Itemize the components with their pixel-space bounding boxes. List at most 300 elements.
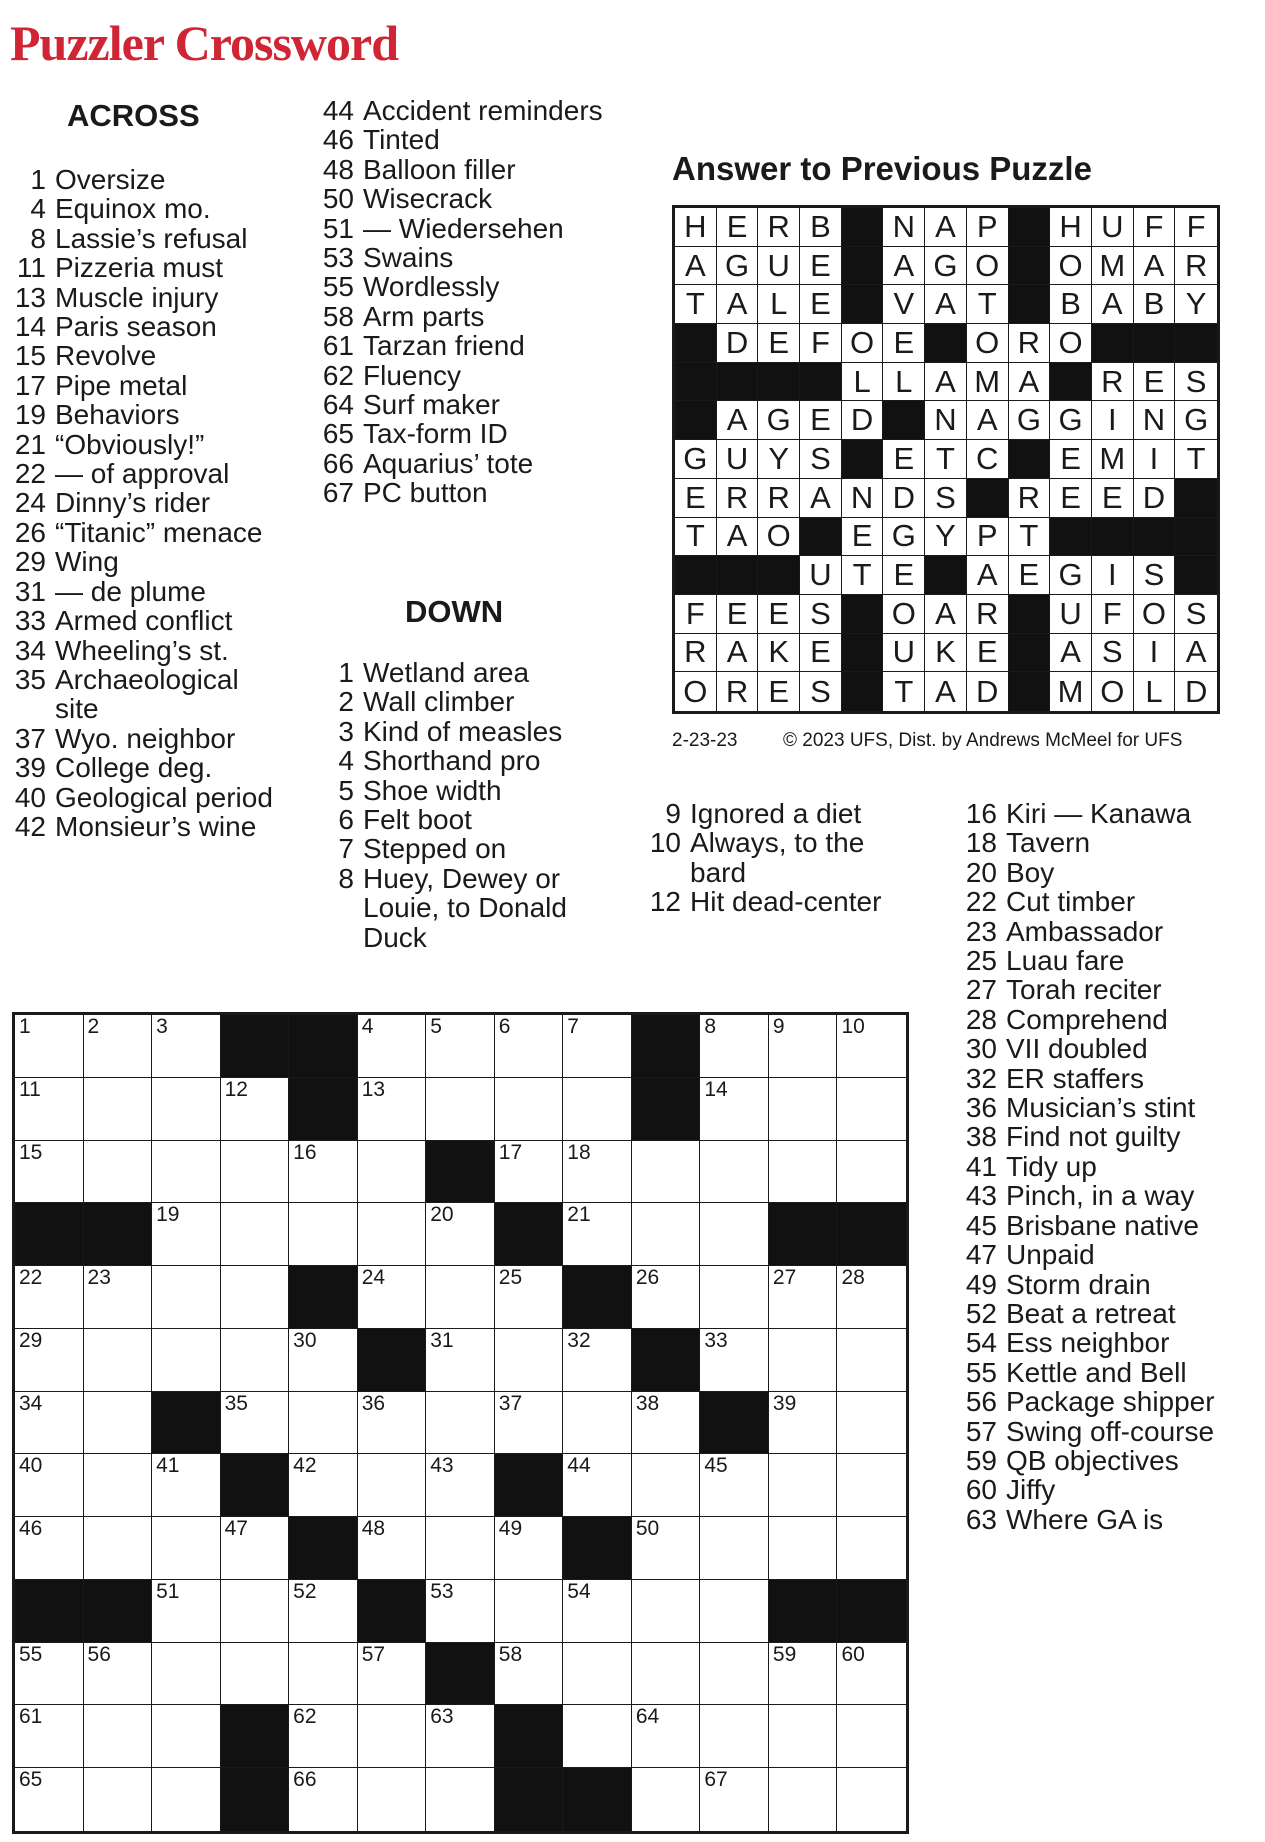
grid-cell[interactable] xyxy=(700,1454,769,1517)
cell-number: 59 xyxy=(772,1642,797,1666)
grid-cell[interactable] xyxy=(84,1015,153,1078)
grid-cell[interactable] xyxy=(426,1266,495,1329)
clue-item xyxy=(320,214,620,243)
grid-cell[interactable] xyxy=(152,1329,221,1392)
grid-block xyxy=(84,1580,153,1643)
grid-cell[interactable] xyxy=(563,1203,632,1266)
grid-cell[interactable] xyxy=(289,1454,358,1517)
clue-number: 8 xyxy=(338,862,354,894)
answer-letter: A xyxy=(717,518,759,557)
clue-item xyxy=(12,577,274,606)
answer-letter: F xyxy=(1175,208,1217,247)
answer-letter: U xyxy=(717,440,759,479)
grid-cell[interactable] xyxy=(15,1643,84,1706)
clue-item xyxy=(12,224,274,253)
clue-item xyxy=(12,665,274,724)
grid-cell[interactable] xyxy=(152,1141,221,1204)
answer-block xyxy=(842,285,884,324)
grid-cell[interactable] xyxy=(700,1203,769,1266)
answer-block xyxy=(967,479,1009,518)
clue-item xyxy=(320,658,620,687)
cell-number: 57 xyxy=(361,1642,386,1666)
answer-block xyxy=(675,556,717,595)
clue-text: Wing xyxy=(55,546,119,578)
answer-block xyxy=(883,401,925,440)
clue-item xyxy=(320,184,620,213)
clue-text: Lassie’s refusal xyxy=(55,222,248,254)
clue-item xyxy=(12,312,274,341)
grid-cell[interactable] xyxy=(563,1329,632,1392)
clue-text: Pipe metal xyxy=(55,369,188,401)
cell-number: 40 xyxy=(19,1454,43,1478)
clue-text: VII doubled xyxy=(1006,1033,1148,1065)
clue-number: 62 xyxy=(322,359,354,391)
grid-cell[interactable] xyxy=(426,1454,495,1517)
grid-cell[interactable] xyxy=(426,1078,495,1141)
clue-text: Ess neighbor xyxy=(1006,1327,1170,1359)
cell-number: 32 xyxy=(567,1328,591,1352)
grid-cell[interactable] xyxy=(632,1266,701,1329)
grid-cell[interactable] xyxy=(837,1705,906,1768)
grid-cell[interactable] xyxy=(632,1454,701,1517)
clue-text: Hit dead-center xyxy=(690,886,882,918)
grid-block xyxy=(289,1266,358,1329)
answer-letter: L xyxy=(1134,672,1176,711)
grid-cell[interactable] xyxy=(837,1768,906,1831)
grid-cell[interactable] xyxy=(632,1203,701,1266)
cell-number: 20 xyxy=(430,1203,454,1227)
grid-cell[interactable] xyxy=(495,1078,564,1141)
grid-cell[interactable] xyxy=(837,1454,906,1517)
answer-letter: R xyxy=(717,672,759,711)
grid-cell[interactable] xyxy=(495,1517,564,1580)
grid-cell[interactable] xyxy=(837,1392,906,1455)
clue-text: Paris season xyxy=(55,311,217,343)
answer-letter: A xyxy=(1134,247,1176,286)
grid-cell[interactable] xyxy=(221,1580,290,1643)
grid-cell[interactable] xyxy=(700,1705,769,1768)
grid-cell[interactable] xyxy=(289,1329,358,1392)
clue-item xyxy=(963,1034,1258,1063)
clue-number: 23 xyxy=(965,915,997,947)
answer-letter: F xyxy=(1092,595,1134,634)
cell-number: 6 xyxy=(498,1015,511,1038)
grid-cell[interactable] xyxy=(769,1141,838,1204)
grid-cell[interactable] xyxy=(358,1705,427,1768)
grid-cell[interactable] xyxy=(358,1203,427,1266)
answer-letter: T xyxy=(883,672,925,711)
grid-cell[interactable] xyxy=(221,1141,290,1204)
grid-cell[interactable] xyxy=(769,1078,838,1141)
clue-number: 11 xyxy=(16,252,46,284)
clue-number: 20 xyxy=(965,856,997,888)
grid-block xyxy=(221,1768,290,1831)
answer-letter: O xyxy=(967,324,1009,363)
answer-letter: T xyxy=(675,518,717,557)
clue-number: 53 xyxy=(322,242,354,274)
grid-cell[interactable] xyxy=(837,1078,906,1141)
grid-cell[interactable] xyxy=(289,1768,358,1831)
clue-number: 65 xyxy=(322,418,354,450)
cell-number: 58 xyxy=(498,1642,523,1666)
clue-text: Package shipper xyxy=(1006,1386,1215,1418)
grid-cell[interactable] xyxy=(837,1141,906,1204)
grid-cell[interactable] xyxy=(84,1266,153,1329)
page-title: Puzzler Crossword xyxy=(10,15,399,71)
clue-text: “Titanic” menace xyxy=(55,516,263,548)
grid-cell[interactable] xyxy=(84,1078,153,1141)
grid-block xyxy=(563,1517,632,1580)
grid-cell[interactable] xyxy=(15,1392,84,1455)
clue-item xyxy=(963,1122,1258,1151)
clue-item xyxy=(12,783,274,812)
grid-cell[interactable] xyxy=(700,1078,769,1141)
clue-number: 10 xyxy=(649,827,681,859)
grid-cell[interactable] xyxy=(700,1329,769,1392)
grid-cell[interactable] xyxy=(152,1580,221,1643)
clue-number: 1 xyxy=(338,657,354,688)
answer-letter: A xyxy=(967,401,1009,440)
grid-cell[interactable] xyxy=(84,1768,153,1831)
answer-letter: F xyxy=(675,595,717,634)
grid-cell[interactable] xyxy=(426,1203,495,1266)
answer-block xyxy=(1050,363,1092,402)
cell-number: 29 xyxy=(19,1328,43,1352)
clue-item xyxy=(963,946,1258,975)
answer-letter: H xyxy=(675,208,717,247)
grid-cell[interactable] xyxy=(700,1015,769,1078)
grid-cell[interactable] xyxy=(221,1203,290,1266)
cell-number: 28 xyxy=(841,1266,865,1290)
grid-cell[interactable] xyxy=(837,1643,906,1706)
grid-cell[interactable] xyxy=(152,1203,221,1266)
answer-block xyxy=(758,556,800,595)
clue-text: Kind of measles xyxy=(363,715,563,747)
grid-cell[interactable] xyxy=(358,1141,427,1204)
answer-letter: O xyxy=(967,247,1009,286)
grid-cell[interactable] xyxy=(289,1580,358,1643)
clue-text: Dinny’s rider xyxy=(55,487,211,519)
clue-number: 54 xyxy=(965,1327,997,1359)
grid-cell[interactable] xyxy=(84,1705,153,1768)
clue-text: Kettle and Bell xyxy=(1006,1356,1187,1388)
grid-cell[interactable] xyxy=(15,1141,84,1204)
grid-cell[interactable] xyxy=(563,1015,632,1078)
grid-cell[interactable] xyxy=(426,1392,495,1455)
clue-text: Stepped on xyxy=(363,833,507,865)
grid-cell[interactable] xyxy=(426,1517,495,1580)
grid-cell[interactable] xyxy=(358,1517,427,1580)
grid-cell[interactable] xyxy=(84,1517,153,1580)
cell-number: 4 xyxy=(361,1015,374,1038)
grid-cell[interactable] xyxy=(221,1392,290,1455)
answer-letter: G xyxy=(1009,401,1051,440)
answer-letter: E xyxy=(675,479,717,518)
grid-cell[interactable] xyxy=(632,1392,701,1455)
grid-cell[interactable] xyxy=(495,1329,564,1392)
clue-text: Tavern xyxy=(1006,827,1091,859)
grid-cell[interactable] xyxy=(15,1015,84,1078)
clue-item xyxy=(12,430,274,459)
grid-block xyxy=(769,1580,838,1643)
grid-cell[interactable] xyxy=(289,1141,358,1204)
grid-cell[interactable] xyxy=(15,1266,84,1329)
clue-text: Wisecrack xyxy=(363,183,493,215)
grid-cell[interactable] xyxy=(563,1580,632,1643)
cell-number: 24 xyxy=(361,1266,386,1290)
grid-cell[interactable] xyxy=(15,1705,84,1768)
grid-cell[interactable] xyxy=(84,1329,153,1392)
grid-cell[interactable] xyxy=(837,1015,906,1078)
grid-cell[interactable] xyxy=(289,1392,358,1455)
clue-text: Torah reciter xyxy=(1006,974,1162,1006)
cell-number: 62 xyxy=(293,1705,317,1729)
clue-text: Luau fare xyxy=(1006,945,1125,977)
answer-block xyxy=(1009,208,1051,247)
grid-cell[interactable] xyxy=(152,1454,221,1517)
grid-cell[interactable] xyxy=(632,1141,701,1204)
grid-cell[interactable] xyxy=(837,1517,906,1580)
grid-cell[interactable] xyxy=(563,1643,632,1706)
answer-letter: L xyxy=(758,285,800,324)
grid-cell[interactable] xyxy=(769,1015,838,1078)
clue-text: — de plume xyxy=(55,575,206,607)
clue-number: 58 xyxy=(322,300,354,332)
grid-block xyxy=(837,1580,906,1643)
grid-cell[interactable] xyxy=(15,1517,84,1580)
grid-cell[interactable] xyxy=(358,1392,427,1455)
cell-number: 56 xyxy=(87,1642,111,1666)
clue-text: QB objectives xyxy=(1006,1444,1179,1476)
grid-cell[interactable] xyxy=(152,1705,221,1768)
clue-text: Balloon filler xyxy=(363,153,516,185)
clue-text: Behaviors xyxy=(55,399,180,431)
answer-letter: E xyxy=(1134,363,1176,402)
grid-cell[interactable] xyxy=(152,1078,221,1141)
grid-block xyxy=(221,1015,290,1078)
answer-letter: D xyxy=(883,479,925,518)
down-heading: DOWN xyxy=(405,594,504,629)
grid-cell[interactable] xyxy=(289,1705,358,1768)
clue-number: 19 xyxy=(14,399,46,431)
grid-cell[interactable] xyxy=(632,1643,701,1706)
clue-number: 16 xyxy=(965,798,997,829)
clue-item xyxy=(963,1064,1258,1093)
answer-letter: U xyxy=(1092,208,1134,247)
cell-number: 18 xyxy=(567,1140,591,1164)
grid-cell[interactable] xyxy=(700,1517,769,1580)
grid-block xyxy=(289,1015,358,1078)
grid-cell[interactable] xyxy=(221,1266,290,1329)
answer-letter: R xyxy=(758,208,800,247)
cell-number: 21 xyxy=(567,1203,591,1227)
grid-cell[interactable] xyxy=(837,1329,906,1392)
grid-cell[interactable] xyxy=(769,1329,838,1392)
clue-item xyxy=(963,1299,1258,1328)
grid-cell[interactable] xyxy=(152,1015,221,1078)
grid-cell[interactable] xyxy=(221,1517,290,1580)
grid-cell[interactable] xyxy=(152,1768,221,1831)
grid-cell[interactable] xyxy=(632,1580,701,1643)
grid-cell[interactable] xyxy=(84,1392,153,1455)
grid-cell[interactable] xyxy=(769,1705,838,1768)
grid-cell[interactable] xyxy=(495,1580,564,1643)
grid-cell[interactable] xyxy=(426,1705,495,1768)
grid-cell[interactable] xyxy=(152,1517,221,1580)
grid-block xyxy=(426,1141,495,1204)
grid-cell[interactable] xyxy=(632,1517,701,1580)
clue-text: Kiri — Kanawa xyxy=(1006,798,1192,829)
grid-cell[interactable] xyxy=(84,1141,153,1204)
answer-letter: Y xyxy=(1175,285,1217,324)
grid-cell[interactable] xyxy=(495,1015,564,1078)
grid-cell[interactable] xyxy=(700,1141,769,1204)
grid-block xyxy=(632,1329,701,1392)
answer-letter: D xyxy=(1134,479,1176,518)
grid-cell[interactable] xyxy=(15,1454,84,1517)
grid-cell[interactable] xyxy=(358,1454,427,1517)
grid-cell[interactable] xyxy=(152,1266,221,1329)
grid-cell[interactable] xyxy=(769,1266,838,1329)
grid-cell[interactable] xyxy=(358,1015,427,1078)
answer-block xyxy=(842,634,884,673)
clue-item xyxy=(12,459,274,488)
clue-number: 12 xyxy=(649,886,681,918)
clue-item xyxy=(320,776,620,805)
clue-number: 41 xyxy=(965,1150,997,1182)
grid-cell[interactable] xyxy=(700,1643,769,1706)
answer-letter: A xyxy=(675,247,717,286)
clue-item xyxy=(12,341,274,370)
grid-cell[interactable] xyxy=(221,1078,290,1141)
across-clues-column-1 xyxy=(12,165,274,841)
grid-cell[interactable] xyxy=(221,1643,290,1706)
grid-block xyxy=(426,1643,495,1706)
grid-cell[interactable] xyxy=(358,1078,427,1141)
clue-number: 36 xyxy=(965,1092,997,1124)
grid-cell[interactable] xyxy=(495,1141,564,1204)
clue-text: Where GA is xyxy=(1006,1503,1164,1535)
grid-cell[interactable] xyxy=(152,1643,221,1706)
grid-cell[interactable] xyxy=(15,1078,84,1141)
grid-cell[interactable] xyxy=(426,1015,495,1078)
grid-cell[interactable] xyxy=(632,1705,701,1768)
answer-letter: C xyxy=(967,440,1009,479)
grid-cell[interactable] xyxy=(84,1454,153,1517)
grid-cell[interactable] xyxy=(358,1768,427,1831)
grid-block xyxy=(221,1454,290,1517)
answer-block xyxy=(842,247,884,286)
clue-item xyxy=(12,606,274,635)
clue-number: 1 xyxy=(30,164,46,195)
grid-cell[interactable] xyxy=(700,1266,769,1329)
clue-number: 13 xyxy=(14,281,46,313)
clue-item xyxy=(963,1240,1258,1269)
answer-letter: D xyxy=(717,324,759,363)
cell-number: 42 xyxy=(293,1454,317,1478)
cell-number: 67 xyxy=(704,1768,728,1792)
clue-item xyxy=(963,1358,1258,1387)
answer-letter: E xyxy=(883,440,925,479)
grid-cell[interactable] xyxy=(15,1768,84,1831)
cell-number: 61 xyxy=(19,1705,43,1729)
grid-cell[interactable] xyxy=(289,1203,358,1266)
answer-letter: M xyxy=(967,363,1009,402)
grid-cell[interactable] xyxy=(358,1266,427,1329)
grid-cell[interactable] xyxy=(769,1643,838,1706)
grid-cell[interactable] xyxy=(426,1329,495,1392)
cell-number: 30 xyxy=(293,1328,317,1352)
grid-cell[interactable] xyxy=(769,1454,838,1517)
clue-number: 37 xyxy=(14,722,46,754)
grid-cell[interactable] xyxy=(563,1392,632,1455)
grid-cell[interactable] xyxy=(84,1643,153,1706)
clue-number: 7 xyxy=(338,833,354,865)
grid-cell[interactable] xyxy=(289,1643,358,1706)
clue-number: 18 xyxy=(965,827,997,859)
clue-item xyxy=(963,1270,1258,1299)
grid-cell[interactable] xyxy=(563,1078,632,1141)
grid-block xyxy=(152,1392,221,1455)
clue-number: 45 xyxy=(965,1209,997,1241)
grid-cell[interactable] xyxy=(700,1768,769,1831)
clue-text: Find not guilty xyxy=(1006,1121,1181,1153)
answer-block xyxy=(1134,324,1176,363)
grid-cell[interactable] xyxy=(495,1643,564,1706)
grid-cell[interactable] xyxy=(563,1141,632,1204)
down-clues-column-3 xyxy=(963,799,1258,1534)
cell-number: 55 xyxy=(19,1642,43,1666)
grid-cell[interactable] xyxy=(426,1768,495,1831)
clue-item xyxy=(320,331,620,360)
answer-letter: S xyxy=(925,479,967,518)
grid-cell[interactable] xyxy=(769,1517,838,1580)
answer-letter: E xyxy=(800,634,842,673)
grid-cell[interactable] xyxy=(769,1392,838,1455)
answer-letter: T xyxy=(967,285,1009,324)
clue-number: 42 xyxy=(14,810,46,842)
grid-cell[interactable] xyxy=(358,1643,427,1706)
grid-cell[interactable] xyxy=(700,1580,769,1643)
grid-cell[interactable] xyxy=(221,1329,290,1392)
cell-number: 1 xyxy=(19,1015,31,1038)
answer-letter: G xyxy=(883,518,925,557)
answer-block xyxy=(717,556,759,595)
grid-cell[interactable] xyxy=(495,1392,564,1455)
clue-text: — of approval xyxy=(55,458,230,490)
clue-item xyxy=(320,272,620,301)
clue-number: 51 xyxy=(322,212,354,244)
clue-text: Equinox mo. xyxy=(55,193,211,225)
grid-cell[interactable] xyxy=(769,1768,838,1831)
grid-block xyxy=(563,1768,632,1831)
clue-item xyxy=(320,717,620,746)
clue-number: 22 xyxy=(14,458,46,490)
grid-cell[interactable] xyxy=(563,1705,632,1768)
grid-cell[interactable] xyxy=(563,1454,632,1517)
cell-number: 17 xyxy=(498,1140,523,1164)
grid-cell[interactable] xyxy=(837,1266,906,1329)
grid-cell[interactable] xyxy=(426,1580,495,1643)
grid-cell[interactable] xyxy=(632,1768,701,1831)
clue-text: Storm drain xyxy=(1006,1268,1151,1300)
answer-letter: A xyxy=(1175,634,1217,673)
clue-number: 2 xyxy=(338,686,354,718)
grid-cell[interactable] xyxy=(495,1266,564,1329)
clue-item xyxy=(12,283,274,312)
grid-block xyxy=(221,1705,290,1768)
grid-cell[interactable] xyxy=(15,1329,84,1392)
